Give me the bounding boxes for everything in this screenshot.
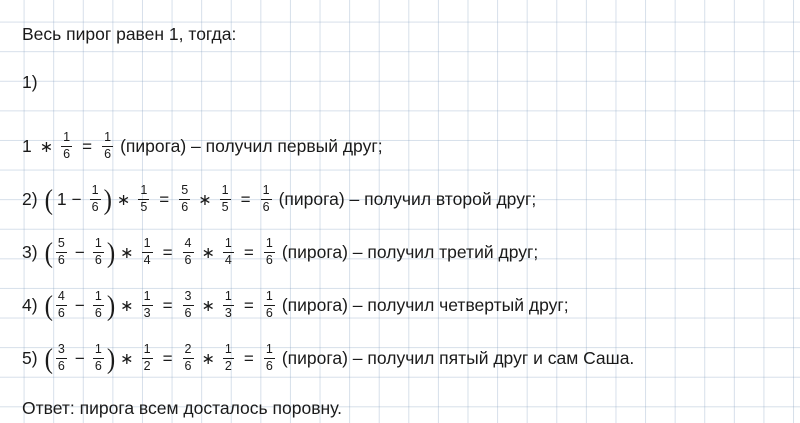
numerator: 1: [94, 235, 102, 250]
fraction: [61, 131, 72, 162]
numerator: 5: [181, 182, 189, 197]
fraction: [90, 184, 101, 215]
denominator: 6: [262, 200, 270, 214]
denominator: 6: [184, 253, 192, 267]
minus-operator: −: [74, 243, 85, 262]
numerator: 1: [143, 341, 151, 356]
numerator: 1: [143, 288, 151, 303]
denominator: 3: [224, 306, 232, 320]
denominator: 6: [94, 359, 102, 373]
line4-tail: (пирога) – получил четвертый друг;: [281, 294, 569, 315]
numerator: 1: [143, 235, 151, 250]
numerator: 4: [184, 235, 192, 250]
fraction: [142, 290, 153, 321]
denominator: 6: [57, 359, 65, 373]
minus-operator: −: [71, 190, 82, 209]
denominator: 6: [63, 147, 71, 161]
denominator: 6: [94, 306, 102, 320]
fraction: [56, 237, 67, 268]
denominator: 5: [221, 200, 229, 214]
intro-text: Весь пирог равен 1, тогда:: [22, 24, 237, 44]
numerator: 5: [57, 235, 65, 250]
numerator: 1: [224, 235, 232, 250]
line5-tail: (пирога) – получил пятый друг и сам Саша.: [281, 347, 635, 368]
denominator: 6: [184, 306, 192, 320]
fraction: [93, 290, 104, 321]
line3-lead: 3): [22, 241, 38, 262]
fraction: [183, 343, 194, 374]
multiply-operator: ∗: [39, 138, 54, 156]
fraction: [183, 237, 194, 268]
multiply-operator: ∗: [198, 191, 212, 209]
equation-line-2: 2) ( 1 − $\frac{1}{6}$ ) ∗ $\frac{1}{5}$ = $\frac{5}{6}$ ∗ $\frac{1}{5}$ = $\frac{1}{6}$ (пирога) – получил второй друг;: [22, 182, 537, 216]
numerator: 1: [104, 129, 112, 144]
fraction: [223, 343, 234, 374]
multiply-operator: ∗: [201, 297, 215, 315]
fraction: [102, 131, 113, 162]
multiply-operator: ∗: [116, 191, 131, 209]
fraction: [223, 290, 234, 321]
fraction: [93, 343, 104, 374]
numerator: 1: [94, 341, 102, 356]
equation-line-3: 3) ( $\frac{5}{6}$ − $\frac{1}{6}$ ) ∗ $\frac{1}{4}$ = $\frac{4}{6}$ ∗ $\frac{1}{4}$ = $\frac{1}{6}$ (пирога) – получил третий друг;: [22, 235, 539, 269]
denominator: 6: [265, 253, 273, 267]
numerator: 1: [224, 288, 232, 303]
line1-tail: (пирога) – получил первый друг;: [120, 135, 383, 156]
denominator: 6: [91, 200, 99, 214]
numerator: 1: [224, 341, 232, 356]
line1-lead: 1: [22, 135, 32, 156]
fraction: [183, 290, 194, 321]
denominator: 6: [94, 253, 102, 267]
equals-operator: =: [162, 243, 173, 262]
equals-operator: =: [240, 190, 251, 209]
fraction: [264, 290, 275, 321]
answer-text: Ответ: пирога всем досталось поровну.: [22, 398, 343, 418]
line4-lead: 4): [22, 294, 38, 315]
numerator: 3: [57, 341, 65, 356]
numerator: 1: [91, 182, 99, 197]
fraction: [223, 237, 234, 268]
minus-operator: −: [74, 296, 85, 315]
multiply-operator: ∗: [120, 350, 134, 368]
fraction: [261, 184, 272, 215]
minus-operator: −: [74, 349, 85, 368]
denominator: 3: [143, 306, 151, 320]
fraction: [264, 237, 275, 268]
denominator: 2: [224, 359, 232, 373]
equals-operator: =: [243, 243, 254, 262]
denominator: 4: [224, 253, 232, 267]
equals-operator: =: [243, 296, 254, 315]
denominator: 2: [143, 359, 151, 373]
numerator: 1: [265, 288, 273, 303]
fraction: [138, 184, 149, 215]
fraction: [56, 343, 67, 374]
fraction: [142, 237, 153, 268]
denominator: 6: [57, 253, 65, 267]
multiply-operator: ∗: [201, 350, 215, 368]
numerator: 1: [262, 182, 270, 197]
numerator: 1: [63, 129, 71, 144]
fraction: [220, 184, 231, 215]
line3-tail: (пирога) – получил третий друг;: [281, 241, 539, 262]
equals-operator: =: [162, 349, 173, 368]
numerator: 2: [184, 341, 192, 356]
denominator: 6: [265, 306, 273, 320]
item-number: 1): [22, 71, 38, 92]
line2-lead: 2): [22, 188, 38, 209]
line5-lead: 5): [22, 347, 38, 368]
numerator: 1: [94, 288, 102, 303]
multiply-operator: ∗: [201, 244, 215, 262]
denominator: 5: [140, 200, 148, 214]
line2-tail: (пирога) – получил второй друг;: [278, 188, 537, 209]
denominator: 6: [104, 147, 112, 161]
equation-line-1: [22, 131, 778, 162]
denominator: 6: [181, 200, 189, 214]
numerator: 1: [265, 341, 273, 356]
equals-operator: =: [243, 349, 254, 368]
fraction: [179, 184, 190, 215]
numerator: 1: [265, 235, 273, 250]
equals-operator: =: [82, 137, 93, 156]
numerator: 4: [57, 288, 65, 303]
denominator: 6: [184, 359, 192, 373]
denominator: 6: [265, 359, 273, 373]
fraction: [264, 343, 275, 374]
multiply-operator: ∗: [120, 297, 134, 315]
equals-operator: =: [162, 296, 173, 315]
equation-line-5: 5) ( $\frac{3}{6}$ − $\frac{1}{6}$ ) ∗ $\frac{1}{2}$ = $\frac{2}{6}$ ∗ $\frac{1}{2}$ = $\frac{1}{6}$ (пирога) – получил пятый друг и сам Саша.: [22, 341, 635, 375]
fraction: [142, 343, 153, 374]
denominator: 6: [57, 306, 65, 320]
fraction: [56, 290, 67, 321]
equation-line-4: 4) ( $\frac{4}{6}$ − $\frac{1}{6}$ ) ∗ $\frac{1}{3}$ = $\frac{3}{6}$ ∗ $\frac{1}{3}$ = $\frac{1}{6}$ (пирога) – получил четвертый друг;: [22, 288, 569, 322]
equals-operator: =: [159, 190, 170, 209]
numerator: 3: [184, 288, 192, 303]
line2-inner-whole: 1: [56, 188, 67, 209]
numerator: 1: [221, 182, 229, 197]
numerator: 1: [140, 182, 148, 197]
multiply-operator: ∗: [120, 244, 134, 262]
fraction: [93, 237, 104, 268]
denominator: 4: [143, 253, 151, 267]
